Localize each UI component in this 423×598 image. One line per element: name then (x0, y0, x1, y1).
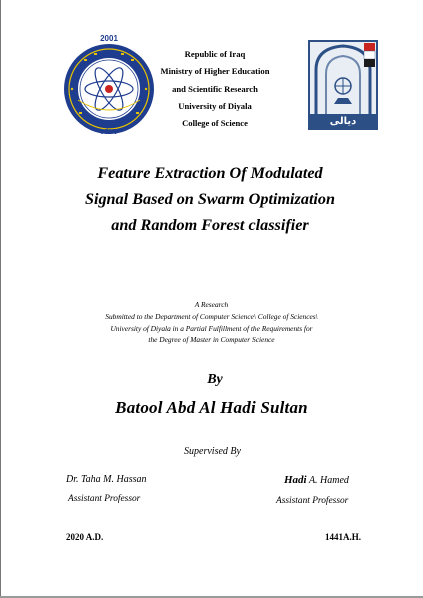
date-gregorian: 2020 A.D. (66, 532, 104, 542)
institution-header (150, 46, 280, 132)
date-hijri: 1441A.H. (325, 532, 361, 542)
research-line-2: University of Diyala in a Partial Fulfillment of the Requirements for (110, 323, 313, 333)
college-emblem-icon (308, 40, 378, 116)
university-seal-logo (62, 34, 156, 136)
author-name: Batool Abd Al Hadi Sultan (115, 398, 308, 417)
research-statement (44, 299, 379, 346)
supervisor-1-name: Dr. Taha M. Hassan (66, 474, 147, 485)
page-left-edge (0, 0, 1, 598)
thesis-title (40, 160, 380, 238)
supervised-by-label: Supervised By (184, 446, 241, 457)
college-wordmark: ديالى (308, 114, 378, 130)
header-line-country: Republic of Iraq (184, 49, 246, 59)
university-seal-atom-icon (62, 42, 156, 136)
research-line-1: Submitted to the Department of Computer Science\ College of Sciences\ (105, 311, 318, 321)
seal-year-top: 2001 (100, 34, 118, 43)
supervisor-1-title: Assistant Professor (68, 494, 141, 504)
header-line-university: University of Diyala (178, 100, 252, 111)
supervisor-2-last-name: A. Hamed (306, 475, 349, 486)
title-line-2: Signal Based on Swarm Optimization (84, 190, 336, 208)
title-line-1: Feature Extraction Of Modulated (97, 164, 323, 182)
title-line-3: and Random Forest classifier (111, 216, 309, 234)
by-label: By (207, 372, 223, 387)
supervisor-2-first-name: Hadi (284, 474, 307, 486)
header-line-ministry-cont: and Scientific Research (172, 83, 258, 94)
seal-year-bottom: ١٤٢٢ (99, 127, 119, 136)
college-emblem-logo (308, 40, 378, 132)
research-line-3: the Degree of Master in Computer Science (148, 335, 275, 345)
research-label: A Research (194, 300, 229, 309)
supervisor-2-title: Assistant Professor (276, 496, 349, 506)
header-line-college: College of Science (182, 118, 248, 129)
supervisor-2-name (284, 474, 349, 486)
header-line-ministry: Ministry of Higher Education (160, 66, 270, 77)
